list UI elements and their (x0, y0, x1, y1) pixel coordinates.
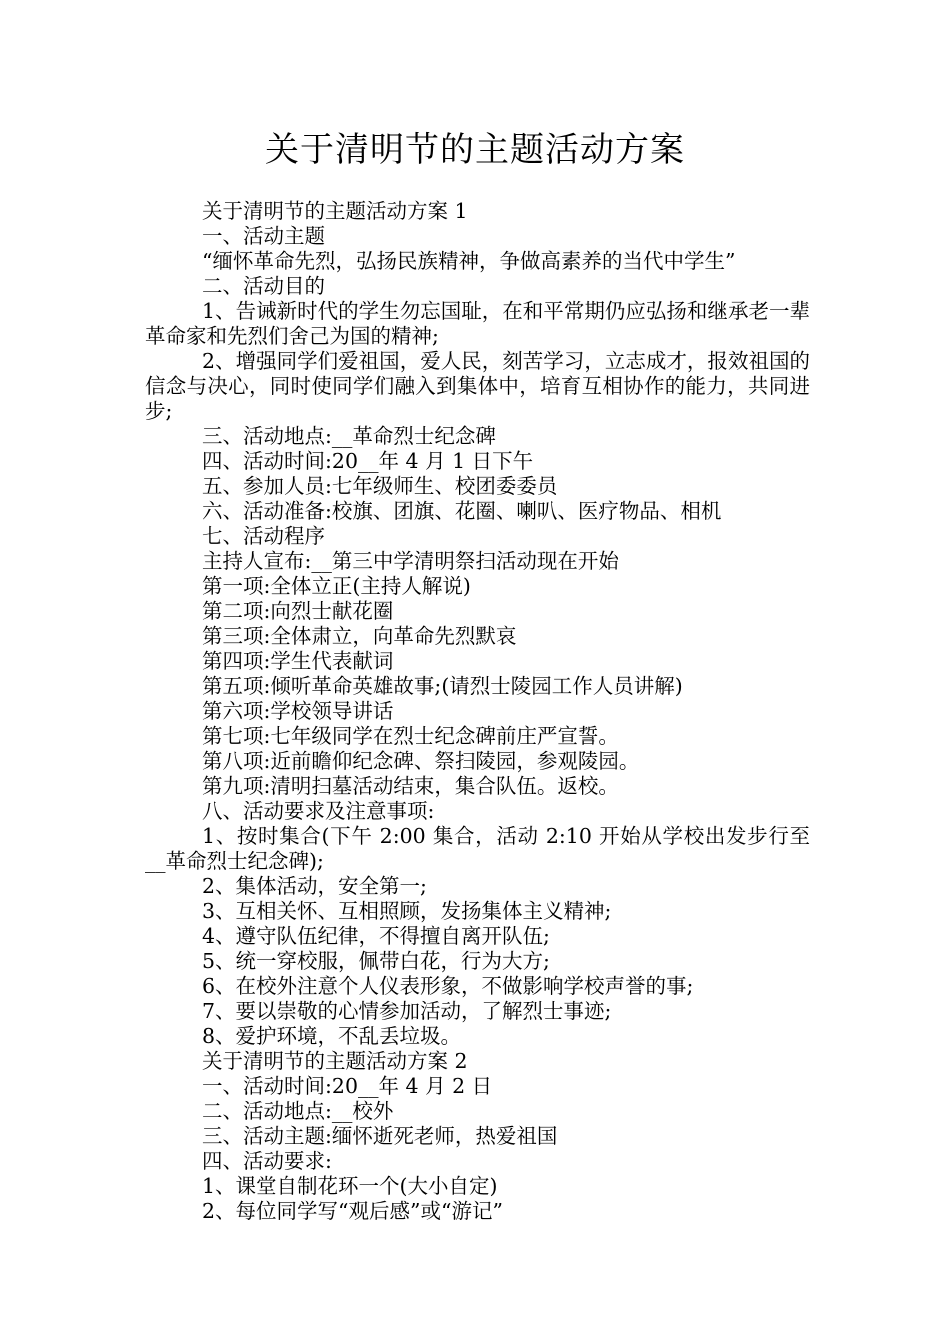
paragraph: 第四项:学生代表献词 (202, 649, 394, 673)
paragraph: 一、活动主题 (202, 224, 325, 248)
paragraph: 4、遵守队伍纪律，不得擅自离开队伍; (202, 924, 550, 948)
paragraph: 二、活动目的 (202, 274, 325, 298)
paragraph: 3、互相关怀、互相照顾，发扬集体主义精神; (202, 899, 612, 923)
paragraph: 五、参加人员:七年级师生、校团委委员 (202, 474, 558, 498)
paragraph: 8、爱护环境，不乱丢垃圾。 (202, 1024, 462, 1048)
paragraph: “缅怀革命先烈，弘扬民族精神，争做高素养的当代中学生” (202, 249, 736, 273)
paragraph: 第三项:全体肃立，向革命先烈默哀 (202, 624, 517, 648)
paragraph: 2、每位同学写“观后感”或“游记” (202, 1199, 503, 1223)
document-title: 关于清明节的主题活动方案 (265, 130, 685, 170)
paragraph: 主持人宣布:__第三中学清明祭扫活动现在开始 (202, 549, 619, 573)
paragraph: 八、活动要求及注意事项: (202, 799, 435, 823)
paragraph: 6、在校外注意个人仪表形象，不做影响学校声誉的事; (202, 974, 694, 998)
section-heading-plan-2: 关于清明节的主题活动方案 2 (202, 1049, 468, 1073)
paragraph: 7、要以崇敬的心情参加活动，了解烈士事迹; (202, 999, 612, 1023)
paragraph: 第八项:近前瞻仰纪念碑、祭扫陵园，参观陵园。 (202, 749, 640, 773)
paragraph: 二、活动地点:__校外 (202, 1099, 394, 1123)
paragraph: 第七项:七年级同学在烈士纪念碑前庄严宣誓。 (202, 724, 619, 748)
paragraph: 2、集体活动，安全第一; (202, 874, 427, 898)
paragraph: 四、活动要求: (202, 1149, 332, 1173)
paragraph: 七、活动程序 (202, 524, 325, 548)
paragraph: 第六项:学校领导讲话 (202, 699, 394, 723)
paragraph: 第九项:清明扫墓活动结束，集合队伍。返校。 (202, 774, 619, 798)
paragraph: 第二项:向烈士献花圈 (202, 599, 394, 623)
document-body (145, 199, 810, 1224)
paragraph: 2、增强同学们爱祖国，爱人民，刻苦学习，立志成才，报效祖国的信念与决心，同时使同学们融入到集体中，培育互相协作的能力，共同进步; (145, 349, 810, 423)
paragraph: 1、按时集合(下午 2:00 集合，活动 2:10 开始从学校出发步行至__革命烈士纪念碑); (145, 824, 810, 873)
paragraph: 三、活动主题:缅怀逝死老师，热爱祖国 (202, 1124, 558, 1148)
paragraph: 三、活动地点:__革命烈士纪念碑 (202, 424, 496, 448)
paragraph: 四、活动时间:20__年 4 月 1 日下午 (202, 449, 534, 473)
paragraph: 第一项:全体立正(主持人解说) (202, 574, 471, 598)
paragraph: 第五项:倾听革命英雄故事;(请烈士陵园工作人员讲解) (202, 674, 683, 698)
paragraph: 一、活动时间:20__年 4 月 2 日 (202, 1074, 493, 1098)
paragraph: 5、统一穿校服，佩带白花，行为大方; (202, 949, 550, 973)
paragraph: 1、课堂自制花环一个(大小自定) (202, 1174, 498, 1198)
paragraph: 1、告诫新时代的学生勿忘国耻，在和平常期仍应弘扬和继承老一辈革命家和先烈们舍己为国的精神; (145, 299, 810, 348)
section-heading-plan-1: 关于清明节的主题活动方案 1 (202, 199, 468, 223)
paragraph: 六、活动准备:校旗、团旗、花圈、喇叭、医疗物品、相机 (202, 499, 722, 523)
